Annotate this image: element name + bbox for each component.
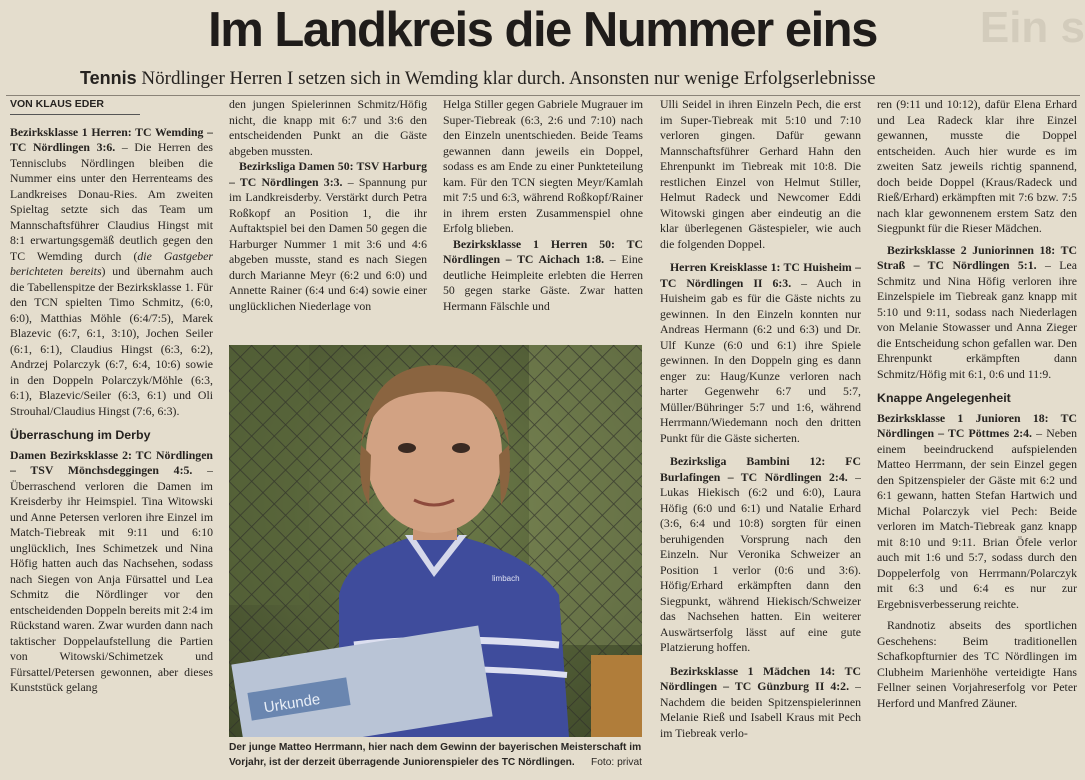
certificate-label: Urkunde [262,690,322,717]
kicker: Tennis [80,68,137,88]
report-text: – Lukas Hiekisch (6:2 und 6:0), Laura Höfig (6:0 und 6:1) und Natalie Erhard (3:6, 6:4 und 10:8) sorgten für einen beruhigenden Vorsprung nach den Einzeln. Nur Veronika Schweizer an Position 1 verlor (0:6 und 3:6). Höfig/Erhard erkämpften dann den Siegpunkt, während Hiekisch/Schweizer das Nachsehen hatten. Ein weiterer Auswärtserfolg lässt auf eine gute Platzierung hoffen. [660,469,861,654]
paragraph: ren (9:11 und 10:12), dafür Elena Erhard und Lea Radeck klar ihre Einzel gewannen, musste die Doppel entscheiden. Auch hier wurde es im zweiten Satz jeweils richtig spannend, doch beide Doppel (Kraus/Radeck und Rieß/Erhard) erkämpften mit 7:6 bzw. 7:5 nach klar gewonnenem erstem Satz den Siegpunkt für die Rieser Mädchen. [877,97,1077,235]
byline: VON KLAUS EDER [10,97,140,115]
photo-illustration [229,345,642,737]
subheading: Knappe Angelegenheit [877,391,1011,405]
headline: Im Landkreis die Nummer eins [208,3,877,57]
paragraph [10,125,213,420]
subheadline-text: Nördlinger Herren I setzen sich in Wemding klar durch. Ansonsten nur wenige Erfolgserlebnisse [141,68,876,89]
editor-note: die Gastgeber berichteten bereits [10,248,213,278]
photo-credit: Foto: privat [591,757,642,768]
report-text: – Die Herren des Tennisclubs Nördlingen bleiben die Nummer eins unter den Herrenteams des Landkreises Donau-Ries. Am zweiten Spieltag setzte sich das Team um Mannschaftsführer Claudius Hingst mit 8:1 erwartungsgemäß deutlich gegen den TC Wemding durch ( [10,140,213,263]
paragraph [443,237,643,315]
report-text: ) und übernahm auch die Tabellenspitze der Bezirksklasse 1. Für den TCN spielten Timo Schmitz, (6:0, 6:0), Matthias Möhle (6:4/7:5), Marek Blazevic (6:7, 6:1, 3:10), Jochen Seiler (6:1, 6:1), Claudius Hingst (6:3, 6:2), Andrzej Polarczyk (6:7, 6:4, 10:6) sowie in den Doppeln Polarczyk/Möhle (6:3, 6:1), Blazevic/Seiler (6:3, 6:1) und Oli Strouhal/Claudius Hingst (7:6, 6:3). [10,264,213,418]
paragraph [877,243,1077,383]
report-lead: Bezirksliga Damen 50: TSV Harburg – TC Nördlingen 3:3. [229,159,427,189]
report-text: – Auch in Huisheim gab es für die Gäste nichts zu gewinnen. In den Einzeln konnten nur Andreas Hermann (6:2 und 6:3) und Dr. Ulf Kunze (6:0 und 6:1) ihre Spiele gewinnen. In den Doppeln ging es dann enger zu: Haug/Kunze verloren nach harter Gegenwehr 6:7 und 5:7, Müller/Bühringer 5:7 und 1:6, während Herrmann/Wiedemann noch den dritten Punkt für die Gäste sicherten. [660,275,861,445]
paragraph: Ulli Seidel in ihren Einzeln Pech, die erst im Super-Tiebreak mit 5:10 und 7:10 verloren gingen. Dafür gewann Mannschaftsführer Gerhard Hahn den Ehrenpunkt im Tiebreak mit 10:8. Die restlichen Einzel von Helmut Stiller, Helmut Radeck und Newcomer Eddi Witowski gingen aber eindeutig an die klar überlegenen Gästespieler, wie auch die folgenden Doppel. [660,97,861,251]
paragraph: den jungen Spielerinnen Schmitz/Höfig nicht, die knapp mit 6:7 und 3:6 den entscheidenden Punkt an die Gäste abgeben mussten. [229,97,427,158]
paragraph [660,664,861,742]
report-lead: Damen Bezirksklasse 2: TC Nördlingen – TSV Mönchsdeggingen 4:5. [10,447,213,477]
paragraph [877,411,1077,613]
column-2 [229,97,427,342]
paragraph [229,159,427,314]
photo-caption [229,740,642,776]
paragraph: Helga Stiller gegen Gabriele Mugrauer im Super-Tiebreak (6:3, 2:6 und 7:10) nach den Einzeln unentschieden. Beide Teams gewannen dann jeweils ein Doppel, sodass es am Ende zu einer Punkteteilung kam. Für den TCN siegten Meyr/Kamlah mit 7:5 und 6:3, während Roßkopf/Rainer in ihrem ersten Zusammenspiel ohne Erfolg blieben. [443,97,643,235]
report-lead: Bezirksklasse 2 Juniorinnen 18: TC Straß – TC Nördlingen 5:1. [877,242,1077,272]
subheadline [80,64,1080,92]
report-text: – Neben einem beeindruckend aufspielenden Matteo Herrmann, der sein Einzel gegen den Spitzenspieler der Gäste mit 6:2 und 6:1 gewann, hatten Stefan Hartwich und Michal Polarczyk viel Pech: Beide verloren im Match-Tiebreak ganz knapp mit 8:10 und 9:11. Brian Öfele verlor auch mit 1:6 und 5:7, sodass durch den Doppelerfolg von Herrmann/Polarczyk mit 6:3 und 6:4 es nur zur Ergebnisverbesserung reichte. [877,426,1077,611]
caption-text: Der junge Matteo Herrmann, hier nach dem Gewinn der bayerischen Meisterschaft im Vorjahr, ist der derzeit überragende Juniorenspieler des TC Nördlingen. [229,742,642,768]
report-text: – Eine deutliche Heimpleite erlebten die Herren 50 gegen starke Gäste. Zwar hatten Hermann Fälschle und [443,252,643,313]
report-lead: Bezirksklasse 1 Junioren 18: TC Nördlingen – TC Pöttmes 2:4. [877,410,1077,440]
column-5 [877,97,1077,775]
header-rule [6,95,1080,96]
paragraph [660,260,861,446]
shirt-logo: limbach [492,574,520,583]
report-lead: Bezirksklasse 1 Mädchen 14: TC Nördlingen – TC Günzburg II 4:2. [660,663,861,693]
subheading: Überraschung im Derby [10,428,151,442]
column-3 [443,97,643,342]
paragraph [10,448,213,696]
paragraph: Randnotiz abseits des sportlichen Geschehens: Beim traditionellen Schafkopfturnier des TC Nördlingen im Clubheim Marienhöhe verteidigte Hans Fellner seinen Vorjahreserfolg vor Peter Herford und Manfred Zäuner. [877,618,1077,710]
player-photo [229,345,642,737]
report-lead: Bezirksklasse 1 Herren 50: TC Nördlingen – TC Aichach 1:8. [443,236,643,266]
report-lead: Bezirksliga Bambini 12: FC Burlafingen – TC Nördlingen 2:4. [660,454,861,484]
report-text: – Lea Schmitz und Nina Höfig verloren ihre Einzelspiele im Tiebreak ganz knapp mit 5:10 und 9:11, sodass nach Niederlagen von Melanie Stowasser und Anna Zieger die Entscheidung schon gefallen war. Den Ehrenpunkt erkämpften dann Schmitz/Höfig mit 6:1, 0:6 und 11:9. [877,258,1077,381]
report-text: – Überraschend verloren die Damen im Kreisderby ihr Heimspiel. Tina Witowski und Anne Petersen verloren ihre Einzel im Match-Tiebreak mit 9:11 und 6:10 unglücklich, Ines Schimetzek und Nina Höfig hatten auch das Nachsehen, sodass nach Siegen von Anja Fürsattel und Lea Schmitz die Nördlinger vor den entscheidenden Doppeln bereits mit 2:4 im Rückstand waren. Zwar wurden dann nach taktischer Doppelaufstellung die Partien von Witowski/Schimetzek und Fürsattel/Petersen gewonnen, aber dieses Kunststück gelang [10,463,213,694]
report-lead: Bezirksklasse 1 Herren: TC Wemding – TC Nördlingen 3:6. [10,124,213,154]
report-text: – Spannung pur im Landkreisderby. Verstärkt durch Petra Roßkopf an Position 1, die ihr Auftaktspiel bei den Damen 50 gegen die Harburger Nummer 1 mit 3:6 und 4:6 abgeben musste, stand es nach Siegen durch Marianne Meyr (6:2 und 6:0) und Annette Rainer (6:4 und 6:4) sowie einer unglücklichen Niederlage von [229,174,427,313]
column-1 [10,97,213,775]
report-lead: Herren Kreisklasse 1: TC Huisheim – TC Nördlingen II 6:3. [660,260,861,290]
column-4 [660,97,861,775]
report-text: – Nachdem die beiden Spitzenspielerinnen Melanie Rieß und Isabell Kraus mit Pech im Tiebreak verlo- [660,679,861,740]
paragraph [660,454,861,656]
adjacent-article-headline: Ein s [979,3,1085,52]
